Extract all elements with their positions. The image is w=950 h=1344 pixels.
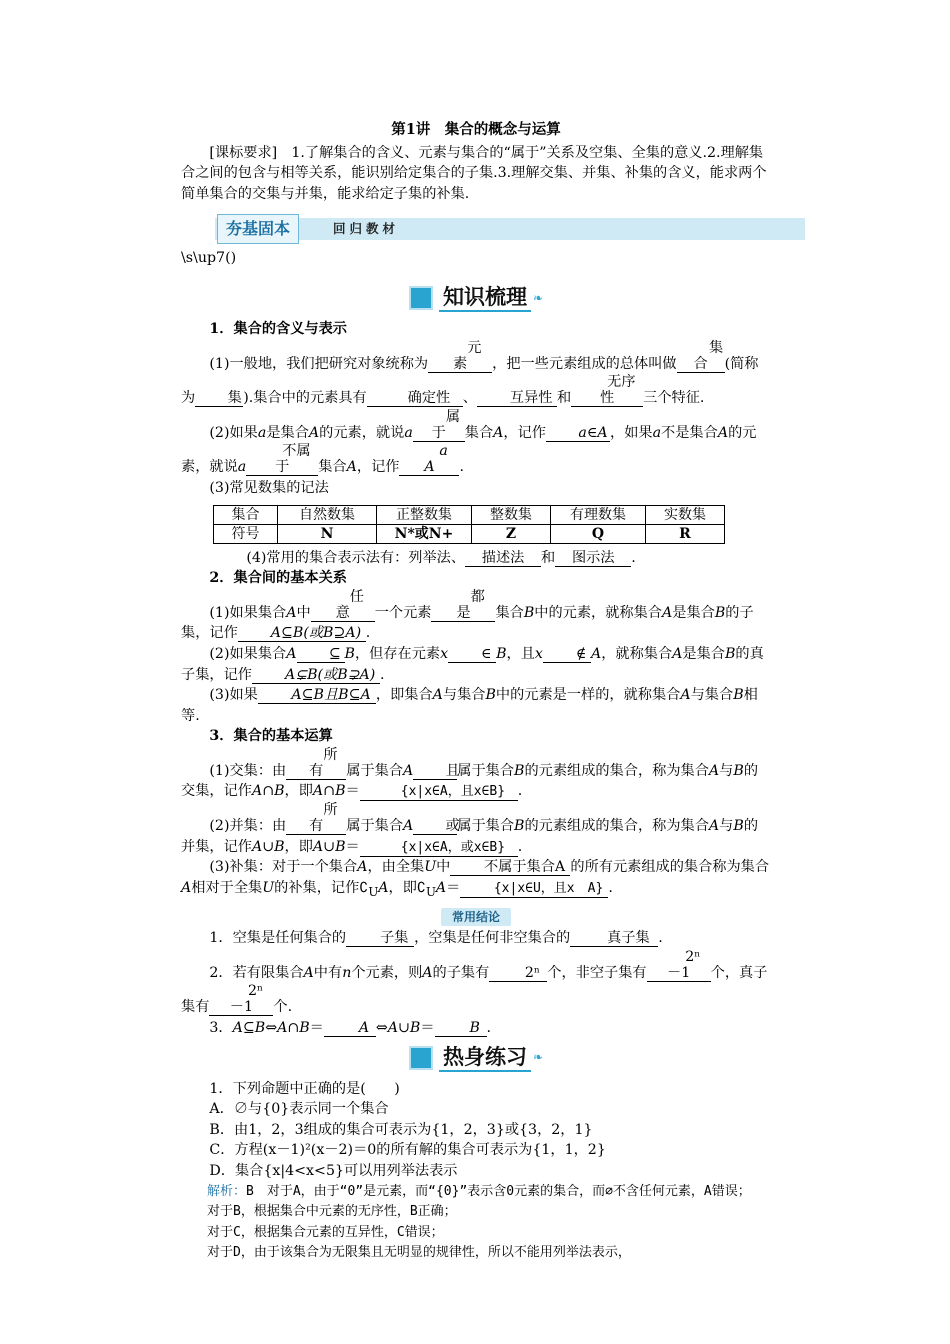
answer-4: 对于D，由于该集合为无限集且无明显的规律性，所以不能用列举法表示， — [207, 1245, 631, 1261]
answer-label: 解析： — [207, 1183, 247, 1199]
blank-a-not-in-A: a A — [399, 443, 459, 476]
para-1-3: (3)常见数集的记法 — [209, 479, 329, 496]
blank-element: 元素 — [428, 340, 492, 373]
table-cell: R — [646, 524, 725, 543]
banner-tag: 夯基固本 — [217, 214, 299, 244]
section-title: 热身练习 — [439, 1044, 531, 1072]
blank-ji: 集 — [195, 390, 243, 407]
para-2-1: (1)如果集合A中任意 一个元素都是 集合B中的元素，就称集合A是集合B的子集，记作 A⊆B(或B⊇A) . — [181, 588, 754, 642]
section-heading-warmup — [181, 1043, 771, 1073]
blank-not-in-A: 不属于集合A — [450, 859, 570, 876]
blank-a-in-A: a∈A — [546, 425, 610, 442]
blank-2n-minus-1: 2ⁿ－1 — [647, 949, 711, 982]
section-banner — [215, 214, 805, 244]
blank-all: 都是 — [431, 589, 495, 622]
blank-complement: {x|x∈U，且x A} — [460, 881, 608, 898]
blank-or: 或 — [413, 818, 457, 835]
blank-union: {x|x∈A，或x∈B} — [360, 840, 518, 857]
blank-distinctness: 互异性 — [477, 390, 557, 407]
square-icon — [409, 286, 433, 310]
blank-in: ∈ — [448, 646, 496, 663]
table-cell: Q — [551, 524, 646, 543]
blank-proper-subset-word: 真子集 — [570, 930, 658, 947]
common-conclusions-badge: 常用结论 — [441, 908, 511, 926]
blank-subset: A⊆B(或B⊇A) — [238, 625, 366, 642]
blank-all-elements: 所有 — [286, 802, 346, 835]
blank-2n-minus-1-b: 2ⁿ－1 — [209, 983, 273, 1016]
para-1-2: (2)如果a是集合A的元素，就说a属于 集合A，记作 a∈A ，如果a不是集合A的元素，就说a不属于 集合A，记作a A . — [181, 408, 757, 476]
heading-3: 3．集合的基本运算 — [209, 728, 333, 745]
answer-3: 对于C，根据集合元素的互异性，C错误； — [207, 1224, 444, 1240]
table-cell: N — [278, 524, 377, 543]
blank-and: 且 — [413, 763, 457, 780]
conclusion-3: 3．A⊆B⇔A∩B＝ A ⇔A∪B＝ B . — [209, 1020, 492, 1037]
table-cell: 自然数集 — [278, 505, 377, 524]
section-heading-knowledge — [181, 283, 771, 313]
table-cell: 整数集 — [472, 505, 551, 524]
table-cell: 集合 — [214, 505, 278, 524]
option-a: A．∅与{0}表示同一个集合 — [209, 1101, 389, 1118]
para-1-4: (4)常用的集合表示法有：列举法、 描述法 和 图示法 . — [246, 549, 636, 566]
blank-equal-condition: A⊆B且B⊆A — [258, 687, 376, 704]
number-sets-table — [213, 505, 725, 544]
leaf-icon: ❧ — [532, 290, 544, 305]
table-header-row — [214, 505, 725, 524]
table-cell: 实数集 — [646, 505, 725, 524]
blank-not-in: ∉ — [543, 646, 591, 663]
option-b: B．由1，2，3组成的集合可表示为{1，2，3}或{3，2，1} — [209, 1121, 593, 1138]
conclusion-1: 1．空集是任何集合的 子集 ，空集是任何非空集合的 真子集 . — [209, 930, 663, 947]
code-fragment: \s\up7() — [181, 250, 237, 267]
table-cell: 有理数集 — [551, 505, 646, 524]
para-2-3: (3)如果 A⊆B且B⊆A ，即集合A与集合B中的元素是一样的，就称集合A与集合B相等. — [181, 687, 758, 724]
blank-unorderedness: 无序性 — [571, 374, 643, 407]
para-3-3: (3)补集：对于一个集合A，由全集U中 不属于集合A 的所有元素组成的集合称为集合A相对于全集U的补集，记作$∁_UA$，即$∁_UA=$ {x|x∈U，且x A} . — [181, 859, 770, 899]
blank-subset-word: 子集 — [346, 930, 414, 947]
leaf-icon: ❧ — [532, 1050, 544, 1065]
page-title: 第1讲 集合的概念与运算 — [391, 121, 561, 138]
heading-1: 1．集合的含义与表示 — [209, 320, 347, 337]
blank-description: 描述法 — [465, 550, 541, 567]
blank-all-elements: 所有 — [286, 747, 346, 780]
table-row — [214, 524, 725, 543]
para-3-2: (2)并集：由所有 属于集合A 或属于集合B的元素组成的集合，称为集合A与B的并集，记作A∪B，即A∪B＝ {x|x∈A，或x∈B} . — [181, 802, 759, 855]
para-3-1: (1)交集：由所有 属于集合A 且属于集合B的元素组成的集合，称为集合A与B的交集，记作A∩B，即A∩B＝ {x|x∈A，且x∈B} . — [181, 746, 759, 800]
conclusion-2: 2．若有限集合A中有n个元素，则A的子集有 2ⁿ 个，非空子集有2ⁿ－1 个，真子集有2ⁿ－1 个. — [181, 948, 768, 1016]
banner-subtitle: 回归教材 — [333, 221, 400, 237]
square-icon — [409, 1046, 433, 1070]
blank-belong: 属于 — [413, 409, 465, 442]
blank-2n: 2ⁿ — [489, 965, 547, 982]
blank-A: A — [324, 1020, 376, 1037]
heading-2: 2．集合间的基本关系 — [209, 570, 347, 587]
blank-diagram: 图示法 — [555, 550, 631, 567]
blank-any: 任意 — [311, 589, 375, 622]
option-c: C．方程(x－1)²(x－2)＝0的所有解的集合可表示为{1，1，2} — [209, 1142, 606, 1159]
exercise-question: 1．下列命题中正确的是( ) — [209, 1080, 400, 1097]
blank-B: B — [435, 1020, 487, 1037]
blank-intersection: {x|x∈A，且x∈B} — [360, 784, 518, 801]
answer-1 — [181, 1182, 771, 1203]
blank-set: 集合 — [677, 340, 725, 373]
curriculum-requirements: [课标要求] 1.了解集合的含义、元素与集合的“属于”关系及空集、全集的意义.2.理解集合之间的包含与相等关系，能识别给定集合的子集.3.理解交集、并集、补集的含义，能求两个简单集合的交集与并集，能求给定子集的补集. — [181, 144, 767, 202]
section-title: 知识梳理 — [439, 284, 531, 312]
table-cell: 符号 — [214, 524, 278, 543]
table-cell: 正整数集 — [377, 505, 472, 524]
blank-determinacy: 确定性 — [367, 390, 463, 407]
para-1-1: (1)一般地，我们把研究对象统称为元素 ，把一些元素组成的总体叫做集合 (简称为 集).集合中的元素具有 确定性 、 互异性 和无序性 三个特征. — [181, 339, 759, 407]
blank-subset-symbol: ⊆ — [297, 646, 345, 663]
blank-proper-subset: A⊊B(或B⊋A) — [252, 667, 380, 684]
blank-not-belong: 不属于 — [246, 443, 318, 476]
option-d: D．集合{x|4<x<5}可以用列举法表示 — [209, 1163, 458, 1180]
banner-bar — [215, 218, 805, 240]
answer-text: B 对于A，由于“0”是元素，而“{0}”表示含0元素的集合，而∅不含任何元素，A错误； — [246, 1183, 751, 1199]
para-2-2: (2)如果集合A ⊆ B，但存在元素x ∈ B，且x ∉ A，就称集合A是集合B的真子集，记作 A⊊B(或B⊋A) . — [181, 645, 764, 683]
table-cell: Z — [472, 524, 551, 543]
table-cell: N*或N+ — [377, 524, 472, 543]
answer-2: 对于B，根据集合中元素的无序性，B正确； — [207, 1204, 457, 1220]
page — [181, 120, 771, 1264]
